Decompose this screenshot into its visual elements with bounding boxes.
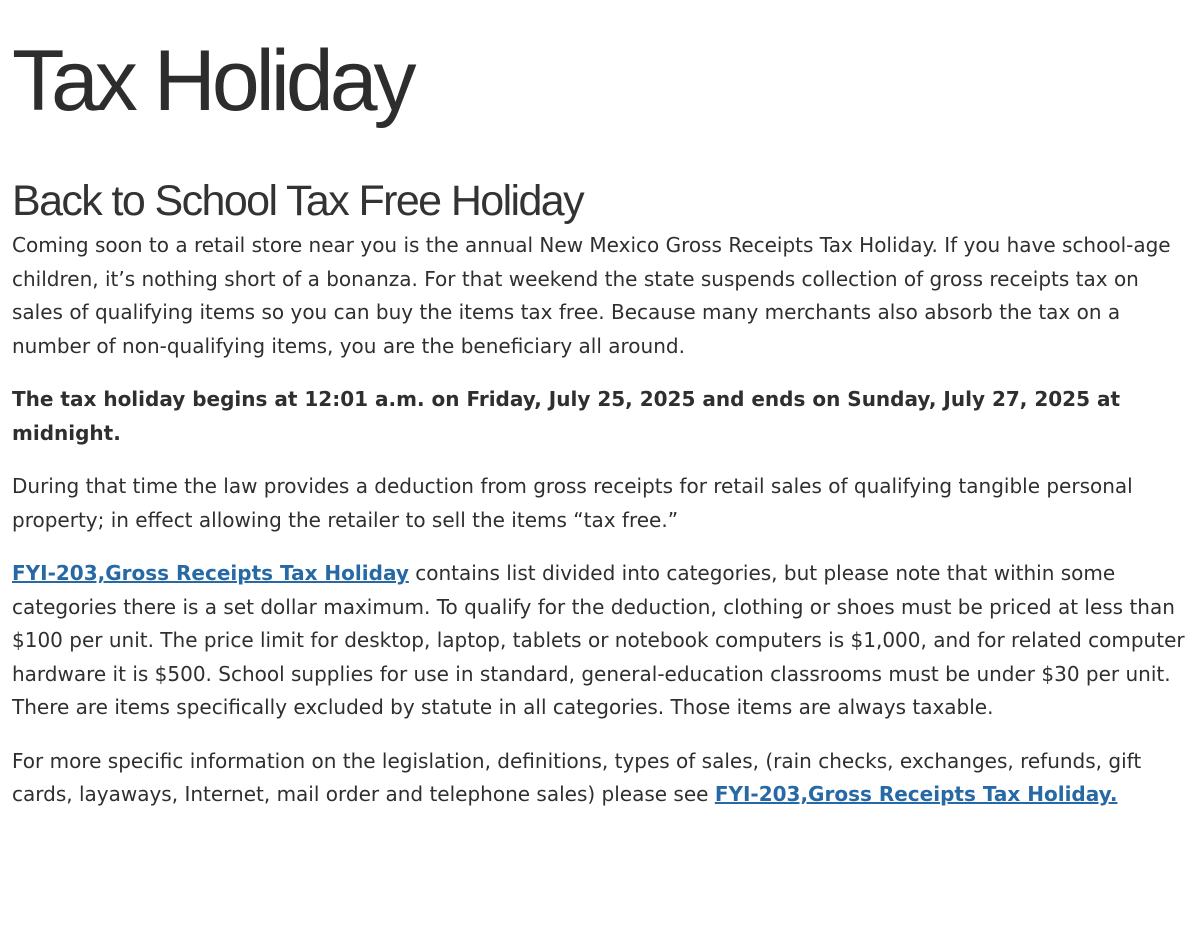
page-title: Tax Holiday [12, 33, 413, 129]
categories-paragraph [12, 557, 1188, 725]
more-info-text: For more specific information on the legislation, definitions, types of sales, (rain checks, exchanges, refunds, gift cards, layaways, Internet, mail order and telephone sales) please see [12, 748, 1142, 807]
fyi-203-link[interactable]: FYI-203,Gross Receipts Tax Holiday [12, 561, 409, 586]
intro-paragraph: Coming soon to a retail store near you is the annual New Mexico Gross Receipts Tax Holiday. If you have school-age children, it’s nothing short of a bonanza. For that weekend the state suspends collection of gross receipts tax on sales of qualifying items so you can buy the items tax free. Because many merchants also absorb the tax on a number of non-qualifying items, you are the beneficiary all around. [12, 233, 1171, 358]
section-heading: Back to School Tax Free Holiday [12, 177, 584, 225]
more-info-paragraph [12, 745, 1188, 812]
categories-text: contains list divided into categories, but please note that within some categories there is a set dollar maximum. To qualify for the deduction, clothing or shoes must be priced at less than $100 per unit. The price limit for desktop, laptop, tablets or notebook computers is $1,000, and for related computer hardware it is $500. School supplies for use in standard, general-education classrooms must be under $30 per unit. There are items specifically excluded by statute in all categories. Those items are always taxable. [12, 561, 1185, 720]
fyi-203-link-secondary[interactable]: FYI-203,Gross Receipts Tax Holiday. [714, 782, 1118, 807]
dates-notice: The tax holiday begins at 12:01 a.m. on Friday, July 25, 2025 and ends on Sunday, July 27, 2025 at midnight. [12, 387, 1121, 445]
page-content [0, 33, 1200, 812]
deduction-paragraph: During that time the law provides a deduction from gross receipts for retail sales of qualifying tangible personal property; in effect allowing the retailer to sell the items “tax free.” [12, 474, 1133, 532]
